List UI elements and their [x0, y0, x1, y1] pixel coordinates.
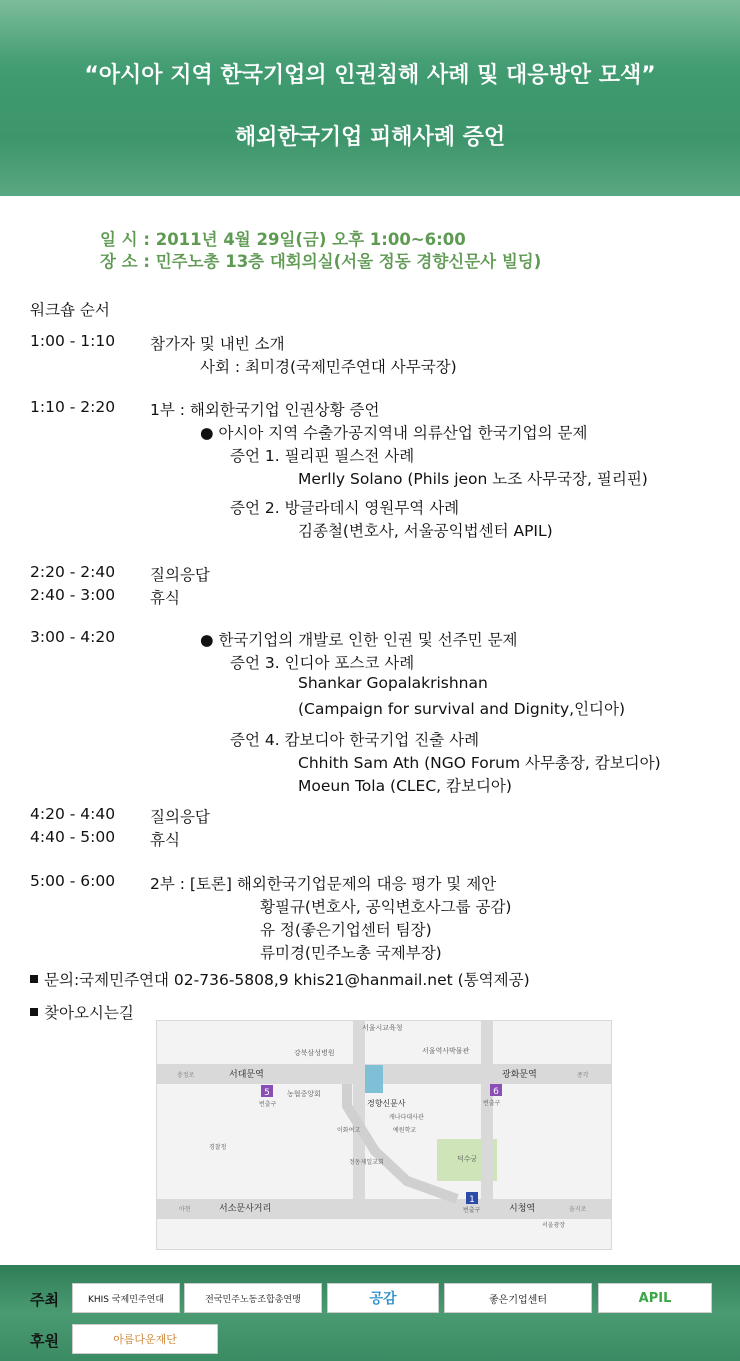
map-label: 캐나다대사관 [389, 1114, 424, 1121]
location-map [156, 1020, 612, 1250]
logo-kctu: 전국민주노동조합총연맹 [184, 1283, 322, 1313]
contact-text: 문의:국제민주연대 02-736-5808,9 khis21@hanmail.net (통역제공) [44, 971, 530, 989]
map-label: 종각 [577, 1072, 589, 1079]
program-line: (Campaign for survival and Dignity,인디아) [298, 700, 626, 718]
logo-goodcorp: 좋은기업센터 [444, 1283, 592, 1313]
map-label: 정동제일교회 [349, 1159, 384, 1166]
map-label: 농협중앙회 [287, 1090, 321, 1098]
program-line: 황필규(변호사, 공익변호사그룹 공감) [260, 898, 512, 916]
program-line: Chhith Sam Ath (NGO Forum 사무총장, 캄보디아) [298, 754, 661, 772]
bullet-square-icon [30, 1008, 38, 1016]
exit6-num: 6 [493, 1087, 499, 1097]
map-label: 서대문역 [229, 1070, 264, 1080]
map-label: 번출구 [259, 1101, 277, 1108]
directions-heading [30, 1001, 134, 1023]
event-place: 장 소 : 민주노총 13층 대회의실(서울 정동 경향신문사 빌딩) [100, 252, 542, 271]
program-line: 휴식 [150, 831, 180, 849]
program-line: 증언 2. 방글라데시 영원무역 사례 [230, 499, 460, 517]
map-label: 서울역사박물관 [422, 1047, 470, 1055]
map-label: 예원학교 [393, 1127, 417, 1134]
page-subtitle: 해외한국기업 피해사례 증언 [234, 125, 506, 150]
map-graphic [157, 1021, 611, 1249]
program-line: 질의응답 [150, 566, 210, 584]
header-banner [0, 0, 740, 196]
program-time: 1:00 - 1:10 [30, 332, 116, 350]
program-time: 5:00 - 6:00 [30, 872, 116, 890]
program-line: 휴식 [150, 589, 180, 607]
program-line: ● 한국기업의 개발로 인한 인권 및 선주민 문제 [200, 631, 518, 649]
contact-line [30, 968, 530, 990]
map-label: 서울광장 [542, 1222, 566, 1229]
page-title: “아시아 지역 한국기업의 인권침해 사례 및 대응방안 모색” [84, 63, 656, 88]
program-time: 4:20 - 4:40 [30, 805, 116, 823]
host-label: 주최 [30, 1291, 59, 1309]
logo-khis: KHIS 국제민주연대 [72, 1283, 180, 1313]
map-label: 경향신문사 [367, 1099, 406, 1108]
program-line: Moeun Tola (CLEC, 캄보디아) [298, 777, 512, 795]
map-label: 강북삼성병원 [294, 1049, 335, 1057]
map-label: 이화여고 [337, 1127, 361, 1134]
bullet-square-icon [30, 975, 38, 983]
directions-text: 찾아오시는길 [44, 1004, 134, 1022]
program-line: 증언 4. 캄보디아 한국기업 진출 사례 [230, 731, 480, 749]
map-label: 덕수궁 [457, 1155, 478, 1163]
map-label: 서울시교육청 [362, 1024, 403, 1032]
event-date: 일 시 : 2011년 4월 29일(금) 오후 1:00~6:00 [100, 230, 466, 249]
program-line: 2부 : [토론] 해외한국기업문제의 대응 평가 및 제안 [150, 875, 497, 893]
program-line: 증언 1. 필리핀 필스전 사례 [230, 447, 415, 465]
program-line: 1부 : 해외한국기업 인권상황 증언 [150, 401, 380, 419]
program-time: 4:40 - 5:00 [30, 828, 116, 846]
exit5-num: 5 [264, 1088, 270, 1098]
road-vertical-right [481, 1021, 493, 1199]
map-label: 을지로 [569, 1206, 587, 1213]
map-label: 시청역 [509, 1204, 536, 1214]
program-line: Shankar Gopalakrishnan [298, 674, 488, 692]
program-line: 증언 3. 인디아 포스코 사례 [230, 654, 415, 672]
building-icon [365, 1065, 383, 1093]
road-top [157, 1064, 611, 1084]
map-label: 충정로 [177, 1072, 195, 1079]
sponsor-label: 후원 [30, 1332, 59, 1350]
program-heading: 워크숍 순서 [30, 301, 110, 319]
program-time: 2:40 - 3:00 [30, 586, 116, 604]
logo-gonggam: 공감 [327, 1283, 439, 1313]
map-label: 번출구 [483, 1100, 501, 1107]
map-label: 서소문사거리 [219, 1204, 272, 1214]
map-label: 광화문역 [502, 1070, 537, 1080]
program-line: Merlly Solano (Phils jeon 노조 사무국장, 필리핀) [298, 470, 648, 488]
map-label: 아현 [179, 1206, 191, 1213]
exit1-num: 1 [469, 1195, 475, 1205]
program-time: 3:00 - 4:20 [30, 628, 116, 646]
logo-beautiful-foundation: 아름다운재단 [72, 1324, 218, 1354]
program-line: 질의응답 [150, 808, 210, 826]
program-line: 참가자 및 내빈 소개 [150, 335, 285, 353]
program-line: 유 정(좋은기업센터 팀장) [260, 921, 432, 939]
program-time: 1:10 - 2:20 [30, 398, 116, 416]
program-line: 사회 : 최미경(국제민주연대 사무국장) [200, 358, 457, 376]
program-line: ● 아시아 지역 수출가공지역내 의류산업 한국기업의 문제 [200, 424, 588, 442]
map-label: 경찰청 [209, 1144, 227, 1151]
program-time: 2:20 - 2:40 [30, 563, 116, 581]
logo-apil: APIL [598, 1283, 712, 1313]
map-label: 번출구 [463, 1207, 481, 1214]
program-line: 류미경(민주노총 국제부장) [260, 944, 442, 962]
program-line: 김종철(변호사, 서울공익법센터 APIL) [298, 522, 553, 540]
